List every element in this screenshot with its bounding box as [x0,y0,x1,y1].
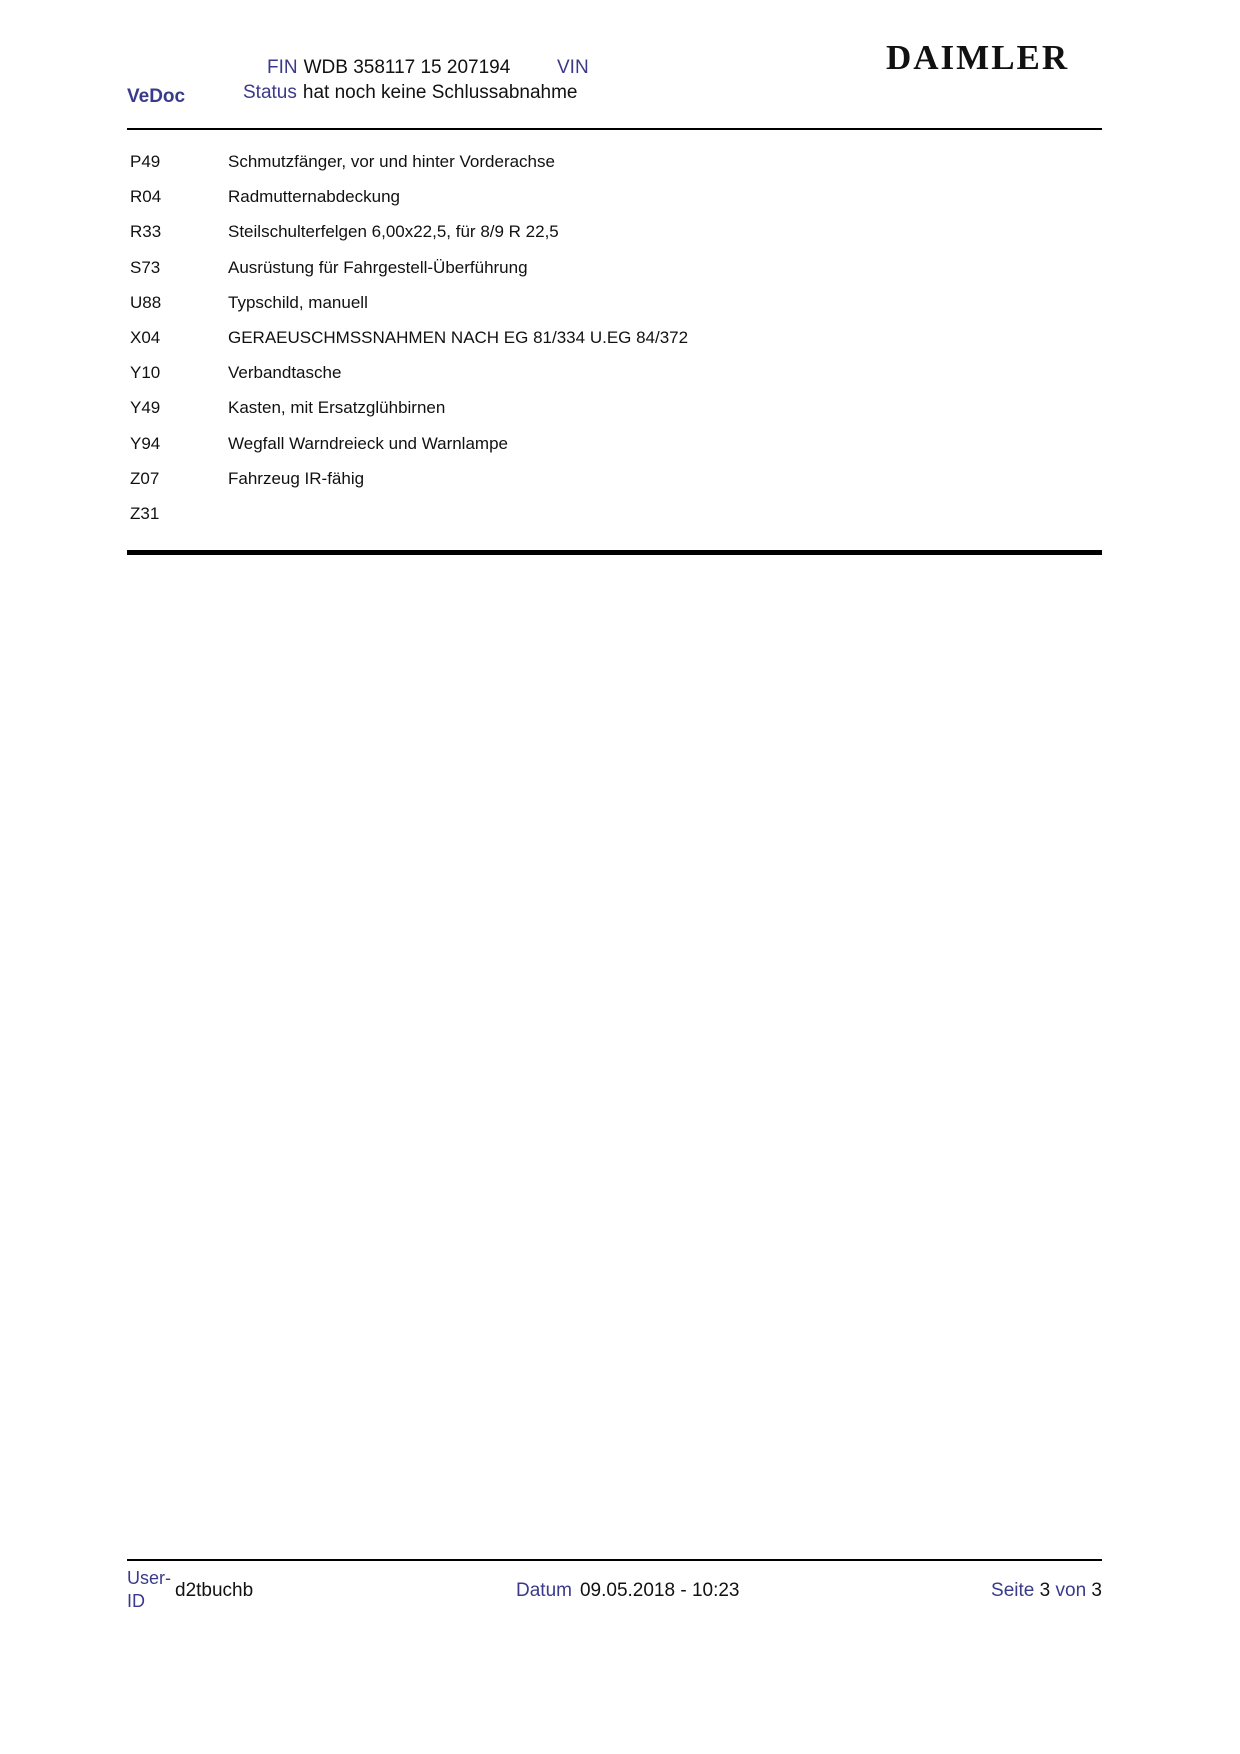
option-code: Y10 [130,363,161,383]
footer-divider [127,1559,1102,1561]
code-row [130,398,1090,433]
option-description: Radmutternabdeckung [228,187,401,207]
code-row [130,293,1090,328]
code-row [130,504,1090,539]
option-code: Z31 [130,503,160,523]
option-code: Y94 [130,433,161,453]
option-code: S73 [130,257,161,277]
page-info [991,1580,1102,1602]
code-row [130,258,1090,293]
option-code: R33 [130,222,162,242]
option-description: GERAEUSCHMSSNAHMEN NACH EG 81/334 U.EG 84/372 [228,327,689,347]
daimler-logo: DAIMLER [886,38,1070,77]
page-current: 3 [1039,1580,1051,1601]
datum-value: 09.05.2018 - 10:23 [579,1580,740,1601]
option-description: Verbandtasche [228,363,342,383]
code-row [130,222,1090,257]
status-line [243,82,578,104]
option-description: Wegfall Warndreieck und Warnlampe [228,433,508,453]
userid-label: User-ID [127,1568,171,1611]
option-code: Z07 [130,468,160,488]
option-code: P49 [130,152,161,171]
page-of-label: von [1055,1580,1087,1601]
status-value: hat noch keine Schlussabnahme [302,82,578,103]
option-description: Fahrzeug IR-fähig [228,468,365,488]
option-description: Steilschulterfelgen 6,00x22,5, für 8/9 R 22,5 [228,222,559,242]
fin-label: FIN [267,57,298,78]
option-description: Kasten, mit Ersatzglühbirnen [228,398,446,418]
code-row [130,328,1090,363]
page-total: 3 [1091,1580,1102,1601]
header-divider [127,128,1102,130]
fin-line [267,57,589,79]
option-code: R04 [130,187,162,207]
list-bottom-divider [127,550,1102,555]
option-code: U88 [130,292,162,312]
vin-label: VIN [557,57,589,78]
code-row [130,469,1090,504]
option-code: X04 [130,327,161,347]
code-row [130,434,1090,469]
status-label: Status [243,82,297,103]
vedoc-label: VeDoc [127,86,186,107]
page-label: Seite [991,1580,1035,1601]
code-list [130,152,1090,539]
code-row [130,187,1090,222]
userid-value: d2tbuchb [175,1580,254,1601]
option-code: Y49 [130,398,161,418]
datum [516,1580,740,1602]
code-row [130,152,1090,187]
option-description: Ausrüstung für Fahrgestell-Überführung [228,257,528,277]
option-description: Typschild, manuell [228,292,368,312]
fin-value: WDB 358117 15 207194 [303,57,511,78]
datum-label: Datum [516,1580,572,1601]
code-row [130,363,1090,398]
option-description: Schmutzfänger, vor und hinter Vorderachse [228,152,555,171]
